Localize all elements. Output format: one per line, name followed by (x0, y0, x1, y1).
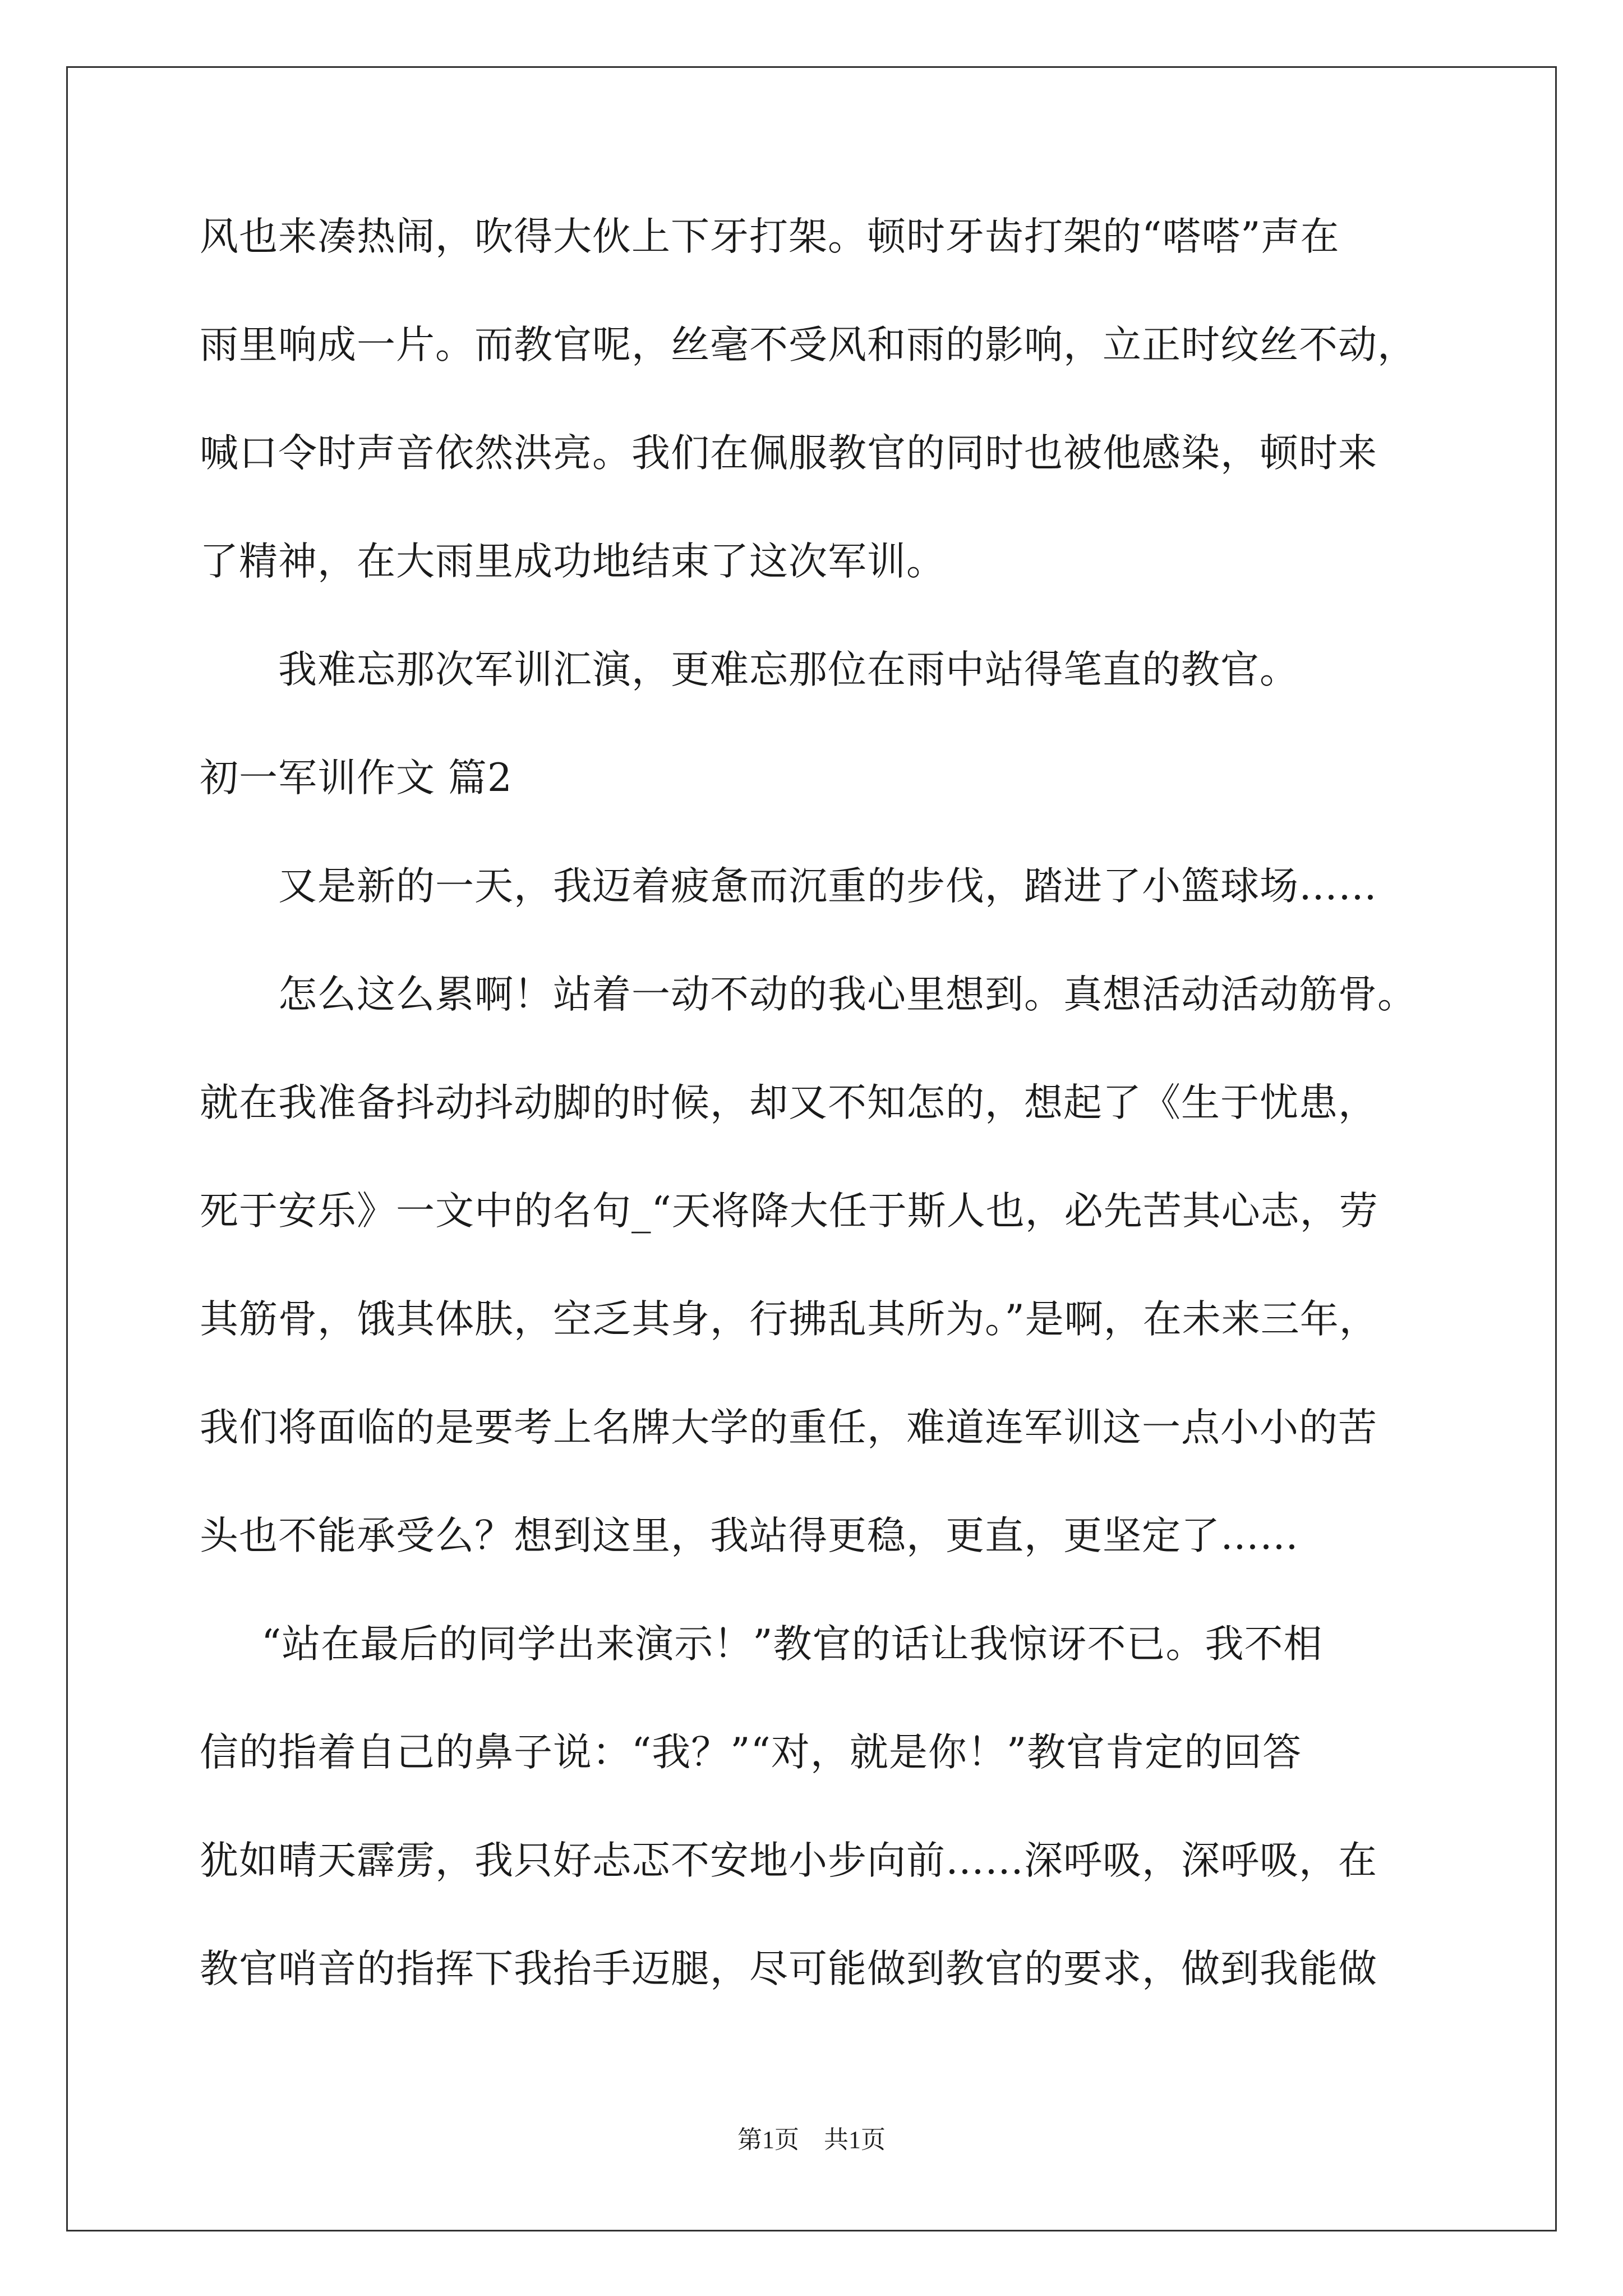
paragraph-line: 我们将面临的是要考上名牌大学的重任，难道连军训这一点小小的苦 (200, 1405, 1377, 1450)
paragraph-line: 死于安乐》一文中的名句_“天将降大任于斯人也，必先苦其心志，劳 (200, 1189, 1378, 1234)
paragraph-line: 犹如晴天霹雳，我只好忐忑不安地小步向前……深呼吸，深呼吸，在 (200, 1838, 1377, 1883)
paragraph-line: 头也不能承受么？想到这里，我站得更稳，更直，更坚定了…… (200, 1513, 1299, 1558)
paragraph-line: 其筋骨，饿其体肤，空乏其身，行拂乱其所为。”是啊，在未来三年， (200, 1297, 1378, 1342)
paragraph-line: 喊口令时声音依然洪亮。我们在佩服教官的同时也被他感染，顿时来 (200, 431, 1377, 476)
page-number-footer: 第1页 共1页 (737, 2126, 886, 2154)
paragraph-line: 又是新的一天，我迈着疲惫而沉重的步伐，踏进了小篮球场…… (278, 864, 1377, 909)
paragraph-line: 就在我准备抖动抖动脚的时候，却又不知怎的，想起了《生于忧患， (200, 1080, 1377, 1125)
paragraph-line: 我难忘那次军训汇演，更难忘那位在雨中站得笔直的教官。 (278, 647, 1299, 692)
paragraph-line: 雨里响成一片。而教官呢，丝毫不受风和雨的影响，立正时纹丝不动， (200, 323, 1417, 367)
paragraph-line: “站在最后的同学出来演示！”教官的话让我惊讶不已。我不相 (261, 1622, 1323, 1667)
page-border (66, 66, 1557, 2231)
section-heading: 初一军训作文 篇2 (200, 756, 513, 800)
paragraph-line: 信的指着自己的鼻子说：“我？”“对，就是你！”教官肯定的回答 (200, 1730, 1302, 1775)
paragraph-line: 了精神，在大雨里成功地结束了这次军训。 (200, 539, 946, 584)
paragraph-line: 风也来凑热闹，吹得大伙上下牙打架。顿时牙齿打架的“嗒嗒”声在 (200, 214, 1340, 259)
paragraph-line: 怎么这么累啊！站着一动不动的我心里想到。真想活动活动筋骨。 (278, 972, 1417, 1017)
paragraph-line: 教官哨音的指挥下我抬手迈腿，尽可能做到教官的要求，做到我能做 (200, 1947, 1377, 1991)
